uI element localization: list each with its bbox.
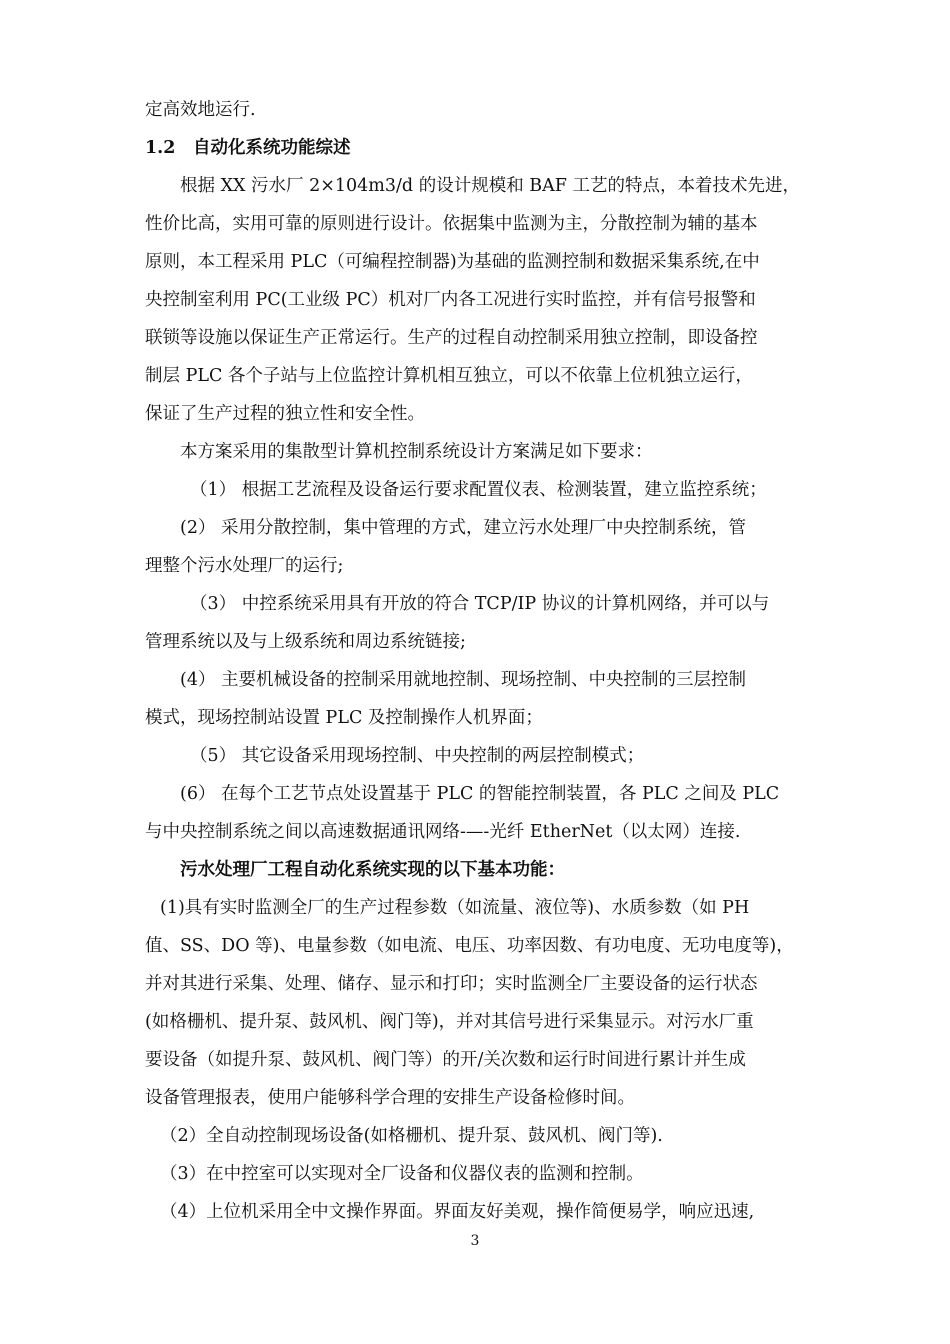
text-line: 根据 XX 污水厂 2×104m3/d 的设计规模和 BAF 工艺的特点，本着技术先进，: [180, 176, 800, 196]
text-line: 与中央控制系统之间以高速数据通讯网络-—-光纤 EtherNet（以太网）连接.: [145, 822, 741, 842]
list-item: （3） 中控系统采用具有开放的符合 TCP/IP 协议的计算机网络，并可以与: [190, 594, 770, 614]
text-line: 设备管理报表，使用户能够科学合理的安排生产设备检修时间。: [145, 1088, 635, 1108]
list-item: （2）全自动控制现场设备(如格栅机、提升泵、鼓风机、阀门等).: [160, 1126, 663, 1146]
text-line: 联锁等设施以保证生产正常运行。生产的过程自动控制采用独立控制，即设备控: [145, 328, 758, 348]
text-line: 央控制室利用 PC(工业级 PC）机对厂内各工况进行实时监控，并有信号报警和: [145, 290, 756, 310]
text-line: 管理系统以及与上级系统和周边系统链接;: [145, 632, 466, 652]
text-line: 性价比高，实用可靠的原则进行设计。依据集中监测为主，分散控制为辅的基本: [145, 214, 758, 234]
list-item: （1） 根据工艺流程及设备运行要求配置仪表、检测装置，建立监控系统；: [190, 480, 767, 500]
text-line: 定高效地运行.: [145, 100, 256, 120]
text-line: 保证了生产过程的独立性和安全性。: [145, 404, 425, 424]
list-item: (2） 采用分散控制，集中管理的方式，建立污水处理厂中央控制系统，管: [180, 518, 747, 538]
text-line: 要设备（如提升泵、鼓风机、阀门等）的开/关次数和运行时间进行累计并生成: [145, 1050, 746, 1070]
list-item: (1)具有实时监测全厂的生产过程参数（如流量、液位等)、水质参数（如 PH: [160, 898, 750, 918]
text-line: 值、SS、DO 等)、电量参数（如电流、电压、功率因数、有功电度、无功电度等)，: [145, 936, 794, 956]
list-item: （5） 其它设备采用现场控制、中央控制的两层控制模式；: [190, 746, 645, 766]
text-line: 制层 PLC 各个子站与上位监控计算机相互独立，可以不依靠上位机独立运行，: [145, 366, 753, 386]
list-item: （3）在中控室可以实现对全厂设备和仪器仪表的监测和控制。: [160, 1164, 644, 1184]
list-item: （4）上位机采用全中文操作界面。界面友好美观，操作简便易学，响应迅速,: [160, 1202, 755, 1222]
list-item: (6） 在每个工艺节点处设置基于 PLC 的智能控制装置，各 PLC 之间及 PLC: [180, 784, 780, 804]
text-line: 模式，现场控制站设置 PLC 及控制操作人机界面；: [145, 708, 543, 728]
list-item: (4） 主要机械设备的控制采用就地控制、现场控制、中央控制的三层控制: [180, 670, 747, 690]
text-line: (如格栅机、提升泵、鼓风机、阀门等)，并对其信号进行采集显示。对污水厂重: [145, 1012, 754, 1032]
text-line: 原则，本工程采用 PLC（可编程控制器)为基础的监测控制和数据采集系统,在中: [145, 252, 760, 272]
section-heading: 1.2 自动化系统功能综述: [145, 138, 351, 158]
subheading: 污水处理厂工程自动化系统实现的以下基本功能：: [180, 860, 565, 880]
text-line: 本方案采用的集散型计算机控制系统设计方案满足如下要求：: [180, 442, 653, 462]
text-line: 理整个污水处理厂的运行;: [145, 556, 344, 576]
page-number: 3: [470, 1233, 480, 1249]
text-line: 并对其进行采集、处理、储存、显示和打印；实时监测全厂主要设备的运行状态: [145, 974, 758, 994]
